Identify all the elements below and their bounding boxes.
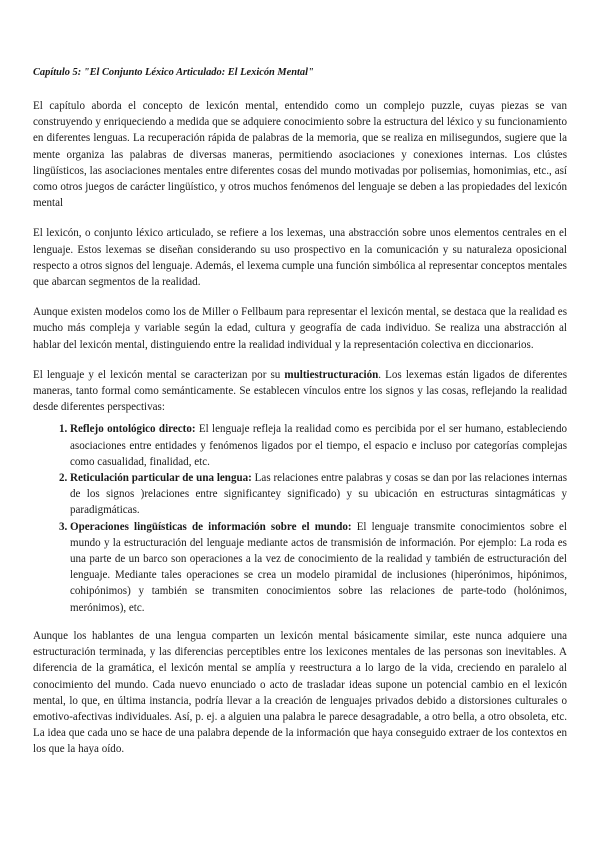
list-item-lead: Reticulación particular de una lengua: — [70, 472, 252, 485]
paragraph-lexicon: El lexicón, o conjunto léxico articulado, se refiere a los lexemas, una abstracción sobre unos elementos centrales en el lenguaje. Estos lexemas se diseñan considerando su uso prospectivo en la comunicación y su naturaleza oposicional respecto a otros signos del lenguaje. Además, el lexema cumple una función simbólica al representar conceptos mentales que abarcan segmentos de la realidad. — [33, 227, 567, 289]
list-item — [70, 421, 567, 470]
paragraph-multistructure-end: . Los lexemas están ligados de diferentes maneras, tanto formal como semánticamente. Se establecen vínculos entre los signos y las cosas, reflejando la realidad desde diferentes perspectivas: — [33, 368, 568, 414]
list-item-lead: Reflejo ontológico directo: — [70, 423, 196, 436]
paragraph-models: Aunque existen modelos como los de Miller o Fellbaum para representar el lexicón mental, se destaca que la realidad es mucho más compleja y variable según la edad, cultura y geografía de cada individuo. Se realiza una abstracción al hablar del lexicón mental, distinguiendo entre la realidad individual y la representación colectiva en diccionarios. — [33, 306, 567, 351]
perspectives-list — [33, 421, 567, 615]
document-body — [33, 66, 567, 772]
paragraph-intro: El capítulo aborda el concepto de lexicón mental, entendido como un complejo puzzle, cuyas piezas se van construyendo y enriqueciendo a medida que se adquiere conocimiento sobre la estructura del léxico y su funcionamiento en diferentes lenguas. La recuperación rápida de palabras de la memoria, que se realiza en milisegundos, sugiere que la mente organiza las palabras de diversas maneras, permitiendo asociaciones y conexiones internas. Los clústes lingüísticos, las asociaciones mentales entre diferentes cosas del mundo motivadas por polisemias, homonimias, etc., así como otros juegos de carácter lingüístico, y otros muchos fenómenos del lenguaje se deben a las propiedades del lexicón mental — [33, 100, 567, 210]
list-item-text: El lenguaje refleja la realidad como es percibida por el ser humano, estableciendo asociaciones entre entidades y fenómenos ligados por el tiempo, el espacio e incluso por categorías complejas como casualidad, finalidad, etc. — [70, 423, 567, 468]
list-item-lead: Operaciones lingüísticas de información sobre el mundo: — [70, 520, 352, 533]
chapter-title: Capítulo 5: "El Conjunto Léxico Articulado: El Lexicón Mental" — [33, 67, 314, 78]
list-item-text: El lenguaje transmite conocimientos sobre el mundo y la estructuración del lenguaje mediante actos de transmisión de información. Por ejemplo: La roda es una parte de un barco son operaciones a la vez de conocimiento de la realidad y también de estructuración del lenguaje. Mediante tales operaciones se crea un modelo piramidal de inclusiones (hiperónimos, hipónimos, cohipónimos) y también se transmiten conocimientos sobre las relaciones de parte-todo (holónimos, merónimos), etc. — [70, 520, 567, 614]
list-item — [70, 519, 567, 616]
paragraph-closing: Aunque los hablantes de una lengua comparten un lexicón mental básicamente similar, este nunca adquiere una estructuración terminada, y las diferencias perceptibles entre los lexicones mentales de las personas son inevitables. A diferencia de la gramática, el lexicón mental se amplía y reestructura a lo largo de la vida, creciendo en paralelo al conocimiento del mundo. Cada nuevo enunciado o acto de trasladar ideas supone un potencial cambio en el lexicón mental, lo que, en última instancia, podría llevar a la creación de lenguajes privados debido a distorsiones culturales o emotivo-afectivas individuales. Así, p. ej. a alguien una palabra le parece desagradable, a otro bella, a otro obsoleta, etc. La idea que cada uno se hace de una palabra depende de la información que haya conseguido extraer de los contextos en los que la haya oído. — [33, 629, 567, 756]
keyword-multiestructuracion: multiestructuración — [284, 368, 379, 381]
paragraph-multistructure-start: El lenguaje y el lexicón mental se caracterizan por su — [33, 368, 285, 381]
list-item-text: Las relaciones entre palabras y cosas se dan por las relaciones internas de los signos )relaciones entre significantey significado) y su ubicación en estructuras sintagmáticas y paradigmáticas. — [70, 472, 567, 517]
list-item — [70, 470, 567, 519]
paragraph-multistructure — [33, 367, 567, 416]
